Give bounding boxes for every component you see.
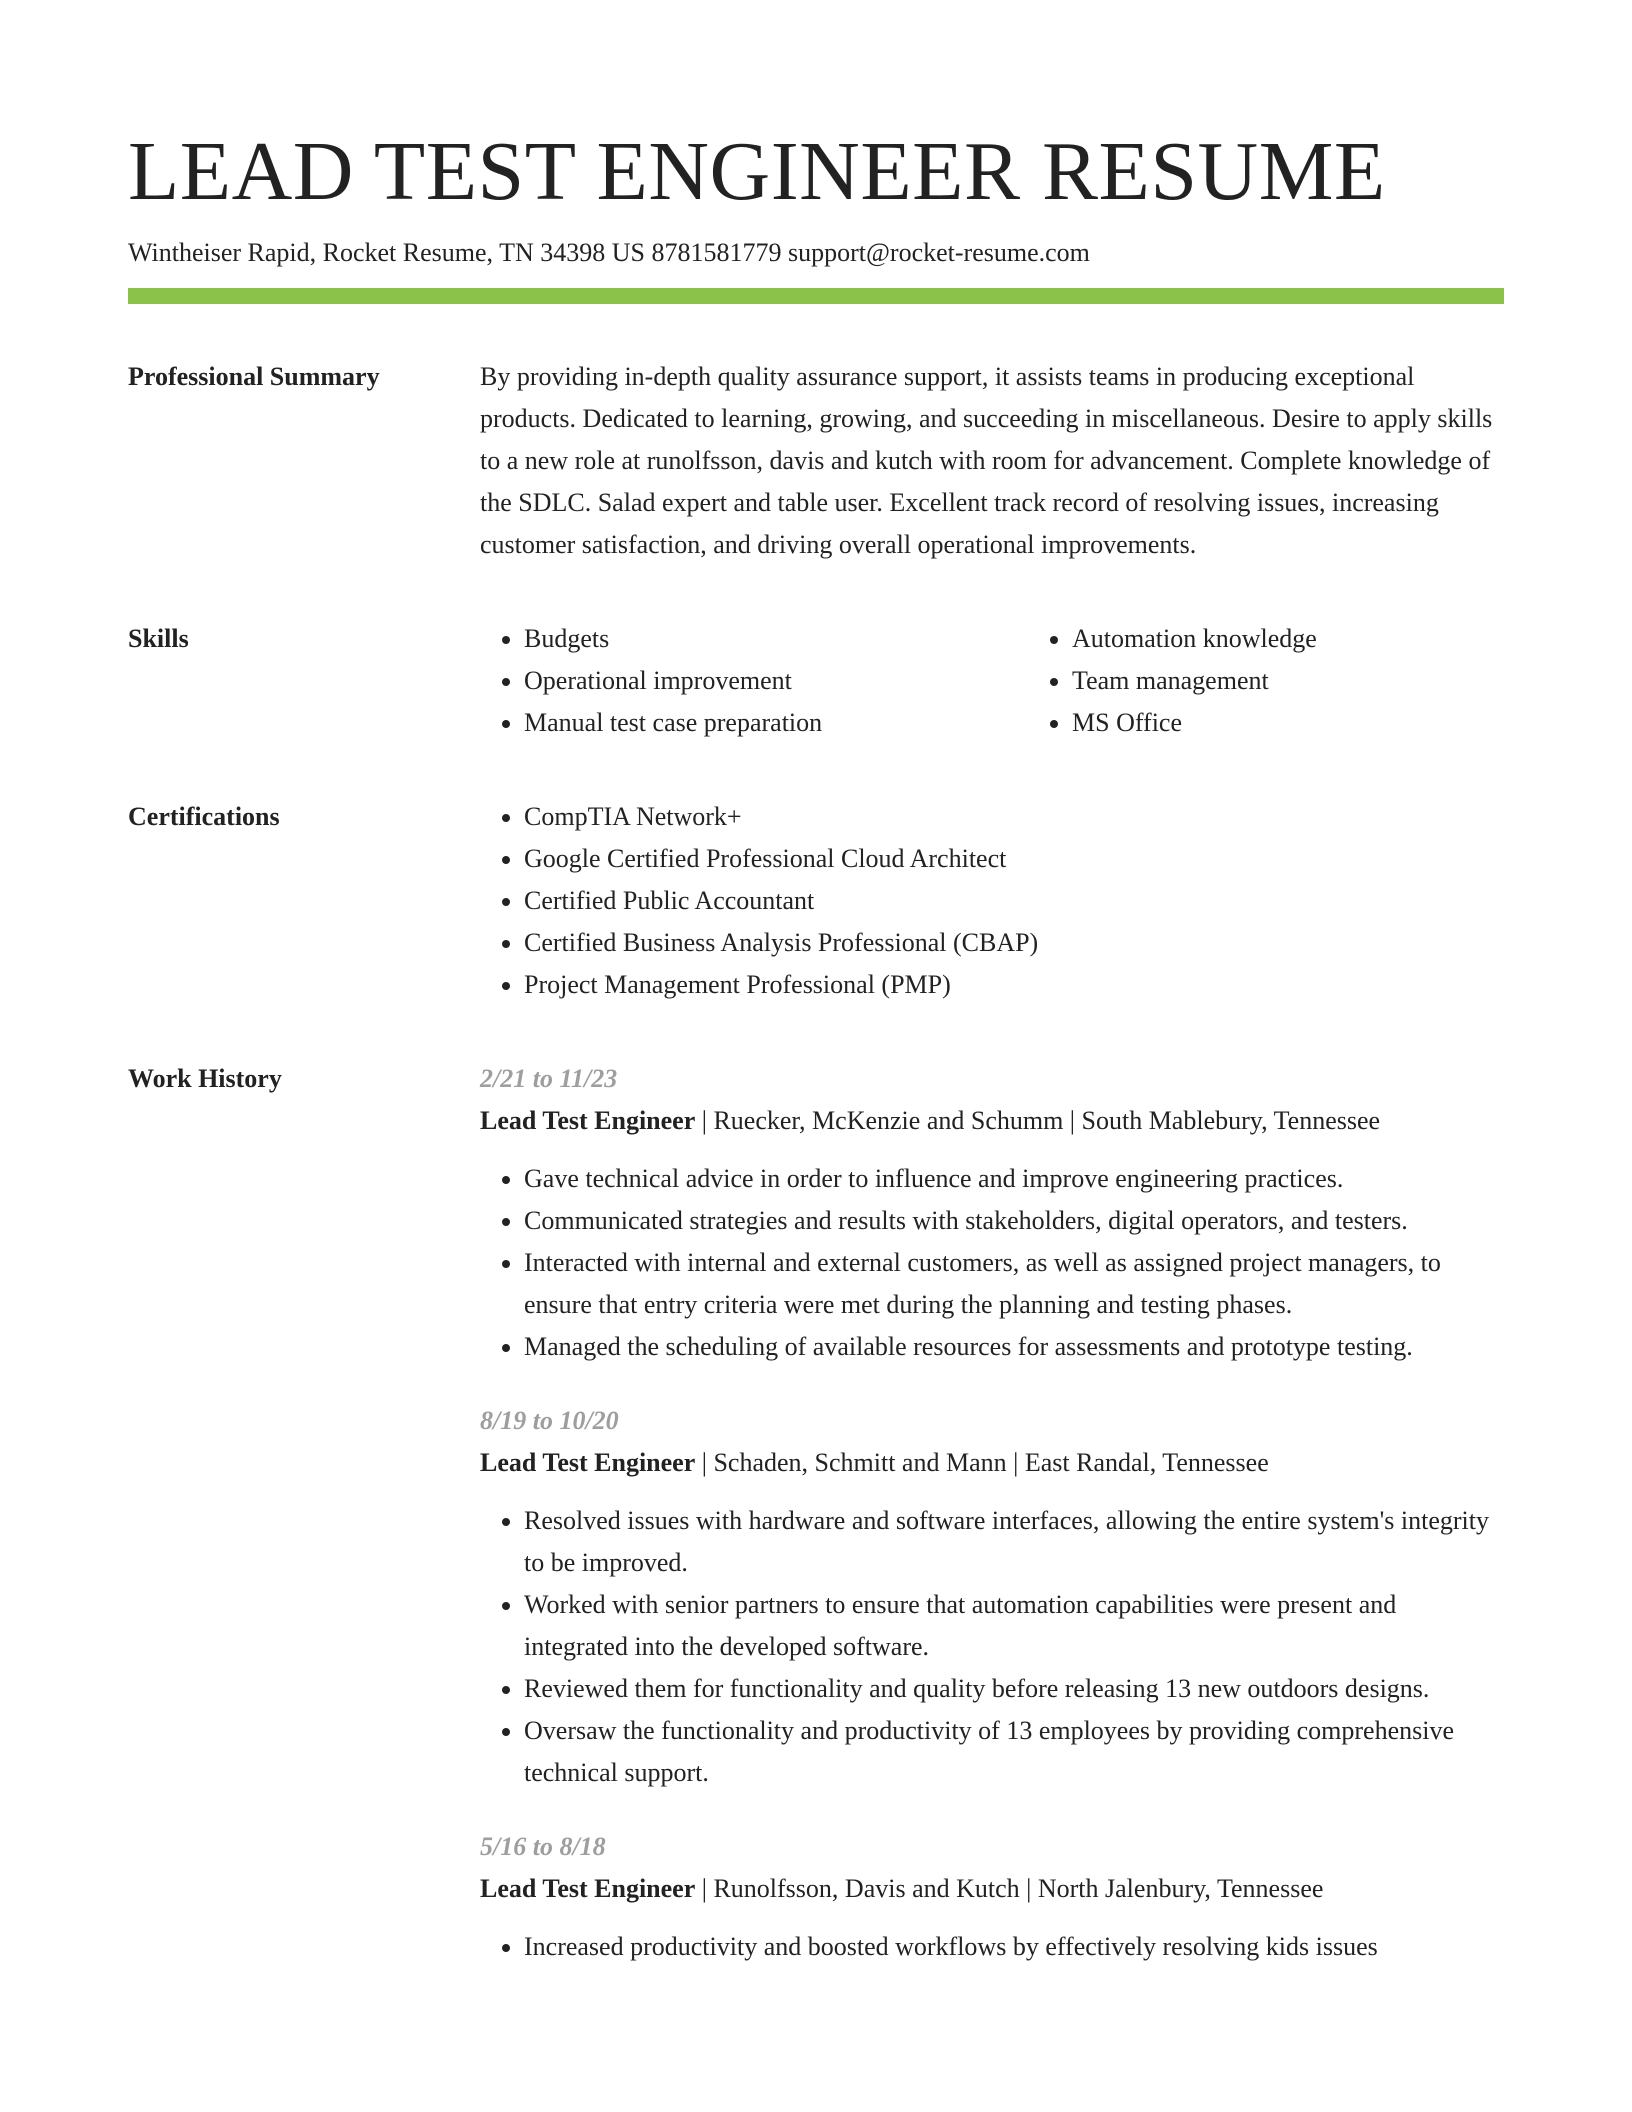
skills-column-1 [480, 618, 1028, 744]
certification-item: • Certified Business Analysis Professional (CBAP) [524, 922, 1504, 964]
certification-item: • Certified Public Accountant [524, 880, 1504, 922]
certification-item: • Project Management Professional (PMP) [524, 964, 1504, 1006]
skill-item: • Automation knowledge [1072, 618, 1576, 660]
job-bullet: • Interacted with internal and external customers, as well as assigned project managers, to ensure that entry criteria were met during the planning and testing phases. [524, 1242, 1504, 1326]
job-title: Lead Test Engineer [480, 1873, 696, 1903]
job-entry [480, 1058, 1504, 1368]
skill-item: • MS Office [1072, 702, 1576, 744]
job-entry [480, 1400, 1504, 1794]
job-company-location: | Ruecker, McKenzie and Schumm | South Mablebury, Tennessee [695, 1105, 1381, 1135]
skill-item: • Manual test case preparation [524, 702, 1028, 744]
section-label-certifications: Certifications [128, 801, 280, 831]
job-entry [480, 1826, 1504, 1968]
job-title: Lead Test Engineer [480, 1105, 696, 1135]
job-title: Lead Test Engineer [480, 1447, 696, 1477]
job-bullets [480, 1926, 1504, 1968]
section-label-skills: Skills [128, 623, 189, 653]
skill-item: • Budgets [524, 618, 1028, 660]
job-bullet: • Increased productivity and boosted workflows by effectively resolving kids issues [524, 1926, 1504, 1968]
job-bullet: • Worked with senior partners to ensure that automation capabilities were present and integrated into the developed software. [524, 1584, 1504, 1668]
job-company-location: | Schaden, Schmitt and Mann | East Randal, Tennessee [695, 1447, 1269, 1477]
certifications-list [480, 796, 1504, 1006]
job-bullet: • Managed the scheduling of available resources for assessments and prototype testing. [524, 1326, 1504, 1368]
job-dates: 5/16 to 8/18 [480, 1831, 606, 1861]
job-bullet: • Resolved issues with hardware and software interfaces, allowing the entire system's integrity to be improved. [524, 1500, 1504, 1584]
job-dates: 2/21 to 11/23 [480, 1063, 618, 1093]
skill-item: • Operational improvement [524, 660, 1028, 702]
job-heading [480, 1442, 1504, 1484]
skill-item: • Team management [1072, 660, 1576, 702]
job-heading [480, 1868, 1504, 1910]
section-label-summary: Professional Summary [128, 361, 380, 391]
job-bullet: • Reviewed them for functionality and quality before releasing 13 new outdoors designs. [524, 1668, 1504, 1710]
section-summary [128, 356, 1504, 566]
certification-item: • Google Certified Professional Cloud Architect [524, 838, 1504, 880]
resume-title: LEAD TEST ENGINEER RESUME [128, 125, 1386, 218]
job-bullet: • Gave technical advice in order to influence and improve engineering practices. [524, 1158, 1504, 1200]
summary-text: By providing in-depth quality assurance support, it assists teams in producing exceptional products. Dedicated to learning, growing, and succeeding in miscellaneous. Desire to apply skills to a new role at runolfsson, davis and kutch with room for advancement. Complete knowledge of the SDLC. Salad expert and table user. Excellent track record of resolving issues, increasing customer satisfaction, and driving overall operational improvements. [480, 361, 1493, 559]
section-skills [128, 618, 1504, 744]
section-work-history [128, 1058, 1504, 1968]
skills-column-2 [1028, 618, 1576, 744]
job-bullets [480, 1158, 1504, 1368]
section-certifications [128, 796, 1504, 1006]
certification-item: • CompTIA Network+ [524, 796, 1504, 838]
contact-line: Wintheiser Rapid, Rocket Resume, TN 34398 US 8781581779 support@rocket-resume.com [128, 238, 1090, 267]
resume-page [128, 118, 1504, 1968]
job-dates: 8/19 to 10/20 [480, 1405, 619, 1435]
accent-divider [128, 288, 1504, 304]
job-bullets [480, 1500, 1504, 1794]
job-bullet: • Oversaw the functionality and productivity of 13 employees by providing comprehensive technical support. [524, 1710, 1504, 1794]
job-company-location: | Runolfsson, Davis and Kutch | North Jalenbury, Tennessee [695, 1873, 1324, 1903]
job-bullet: • Communicated strategies and results with stakeholders, digital operators, and testers. [524, 1200, 1504, 1242]
section-label-work-history: Work History [128, 1063, 282, 1093]
job-heading [480, 1100, 1504, 1142]
